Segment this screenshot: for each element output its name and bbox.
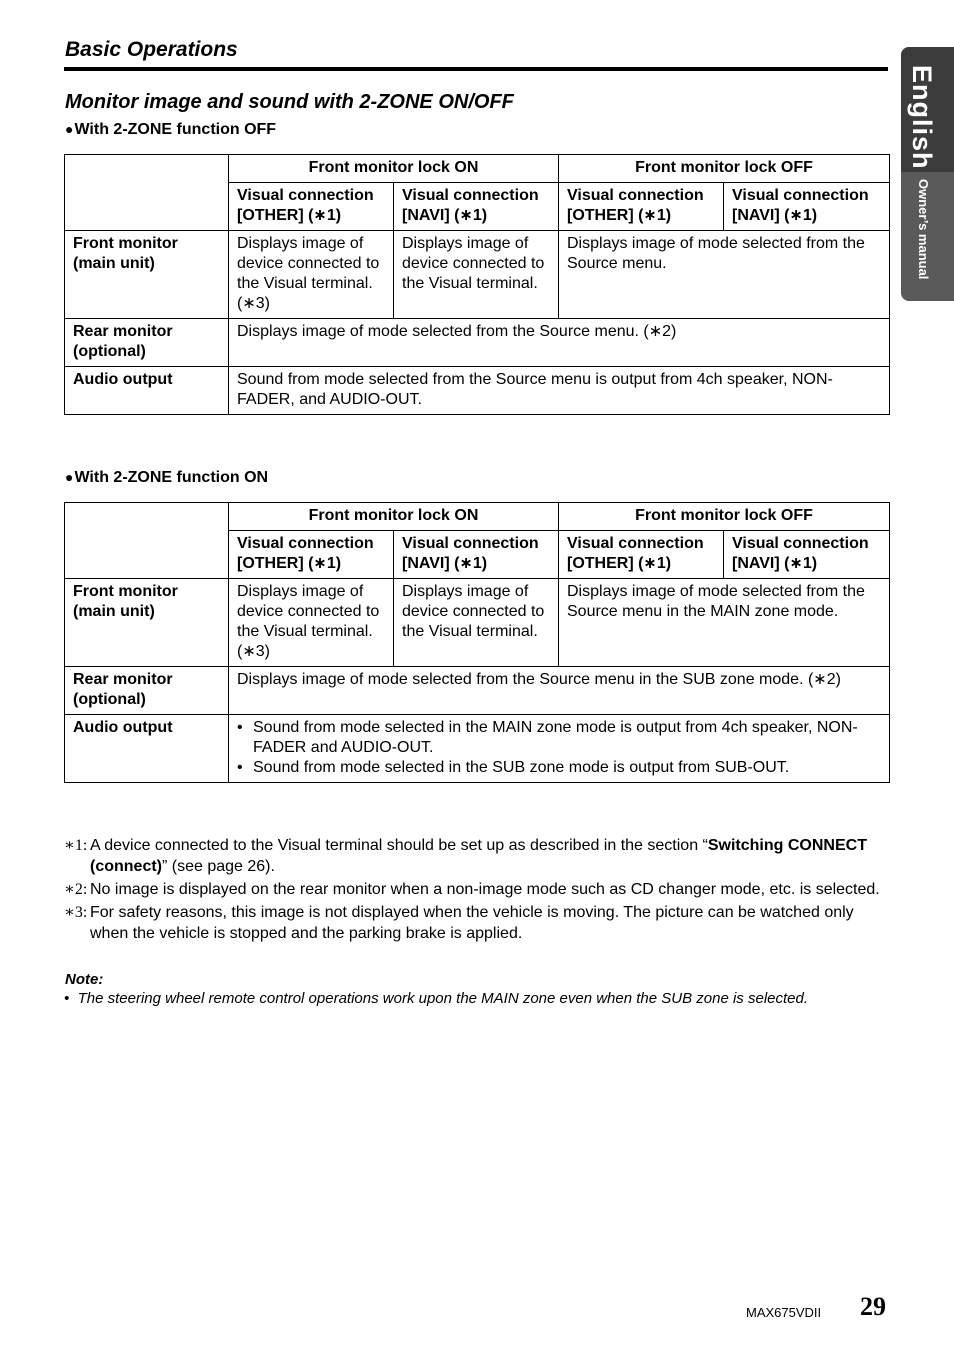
- table-zone-on: [64, 502, 890, 783]
- heading-zone-off-text: With 2-ZONE function OFF: [74, 121, 277, 138]
- col-header: Visual connection [OTHER] (∗1): [559, 183, 724, 231]
- footnote: [64, 835, 889, 877]
- language-tab: [901, 47, 954, 301]
- table-cell: Displays image of mode selected from the Source menu in the MAIN zone mode.: [559, 579, 890, 667]
- note-label: Note:: [65, 971, 104, 988]
- table-row: [65, 319, 890, 367]
- col-header: Visual connection [NAVI] (∗1): [724, 183, 890, 231]
- page-title: Monitor image and sound with 2-ZONE ON/OFF: [65, 91, 514, 113]
- col-header: Visual connection [OTHER] (∗1): [559, 531, 724, 579]
- table-cell: Displays image of mode selected from the Source menu.: [559, 231, 890, 319]
- col-header: Visual connection [OTHER] (∗1): [229, 183, 394, 231]
- list-item: • Sound from mode selected in the MAIN zone mode is output from 4ch speaker, NON-FADER and AUDIO-OUT.: [253, 718, 881, 758]
- note-body: The steering wheel remote control operations work upon the MAIN zone even when the SUB zone is selected.: [77, 990, 809, 1007]
- footnote-text: No image is displayed on the rear monitor when a non-image mode such as CD changer mode, etc. is selected.: [90, 881, 880, 898]
- heading-zone-on: [65, 469, 268, 487]
- table-cell: Displays image of device connected to the Visual terminal. (∗3): [229, 579, 394, 667]
- list-item: • Sound from mode selected in the SUB zone mode is output from SUB-OUT.: [253, 758, 881, 778]
- manual-label: Owner’s manual: [916, 179, 931, 280]
- footnote: [64, 879, 889, 900]
- note-bullet: •: [64, 990, 70, 1007]
- table-header-row: [65, 155, 890, 183]
- row-label-audio: Audio output: [65, 367, 229, 415]
- footnotes: [64, 835, 889, 946]
- table-cell: Sound from mode selected from the Source menu is output from 4ch speaker, NON-FADER, and AUDIO-OUT.: [229, 367, 890, 415]
- table-row: [65, 667, 890, 715]
- footnote-bold-ref: Switching CONNECT (connect): [90, 837, 867, 875]
- bullet-icon: ●: [65, 121, 74, 137]
- table-row: [65, 367, 890, 415]
- footnote-text: A device connected to the Visual terminal should be set up as described in the section “: [90, 837, 708, 854]
- group-lock-on: Front monitor lock ON: [229, 503, 559, 531]
- table-row: [65, 715, 890, 783]
- col-header: Visual connection [NAVI] (∗1): [394, 183, 559, 231]
- language-label: English: [907, 65, 937, 170]
- table-cell: Displays image of mode selected from the Source menu. (∗2): [229, 319, 890, 367]
- col-header: Visual connection [NAVI] (∗1): [394, 531, 559, 579]
- table-cell: Displays image of device connected to the Visual terminal.: [394, 231, 559, 319]
- footnote-text: For safety reasons, this image is not displayed when the vehicle is moving. The picture can be watched only when the vehicle is stopped and the parking brake is applied.: [90, 904, 854, 942]
- group-lock-off: Front monitor lock OFF: [559, 155, 890, 183]
- table-header-row: [65, 503, 890, 531]
- section-title: Basic Operations: [65, 38, 238, 61]
- note-text: [64, 990, 894, 1007]
- footnote-mark: ∗3:: [64, 904, 88, 921]
- empty-corner-cell: [65, 503, 229, 579]
- footnote: [64, 902, 889, 944]
- group-lock-on: Front monitor lock ON: [229, 155, 559, 183]
- table-row: [65, 579, 890, 667]
- row-label-audio: Audio output: [65, 715, 229, 783]
- row-label-front: Front monitor (main unit): [65, 231, 229, 319]
- audio-list: [237, 718, 881, 778]
- empty-corner-cell: [65, 155, 229, 231]
- table-zone-off: [64, 154, 890, 415]
- col-header: Visual connection [NAVI] (∗1): [724, 531, 890, 579]
- heading-zone-on-text: With 2-ZONE function ON: [74, 469, 269, 486]
- table-cell: Displays image of device connected to the Visual terminal.: [394, 579, 559, 667]
- row-label-rear: Rear monitor (optional): [65, 667, 229, 715]
- table-cell: Displays image of mode selected from the Source menu in the SUB zone mode. (∗2): [229, 667, 890, 715]
- table-cell: [229, 715, 890, 783]
- row-label-rear: Rear monitor (optional): [65, 319, 229, 367]
- bullet-icon: ●: [65, 469, 74, 485]
- table-row: [65, 231, 890, 319]
- heading-zone-off: [65, 121, 276, 139]
- page-number: 29: [860, 1292, 886, 1321]
- model-number: MAX675VDII: [746, 1305, 822, 1320]
- header-rule: [64, 67, 888, 71]
- footnote-mark: ∗1:: [64, 837, 88, 854]
- col-header: Visual connection [OTHER] (∗1): [229, 531, 394, 579]
- group-lock-off: Front monitor lock OFF: [559, 503, 890, 531]
- footnote-text: ” (see page 26).: [162, 858, 275, 875]
- row-label-front: Front monitor (main unit): [65, 579, 229, 667]
- table-cell: Displays image of device connected to the Visual terminal. (∗3): [229, 231, 394, 319]
- footnote-mark: ∗2:: [64, 881, 88, 898]
